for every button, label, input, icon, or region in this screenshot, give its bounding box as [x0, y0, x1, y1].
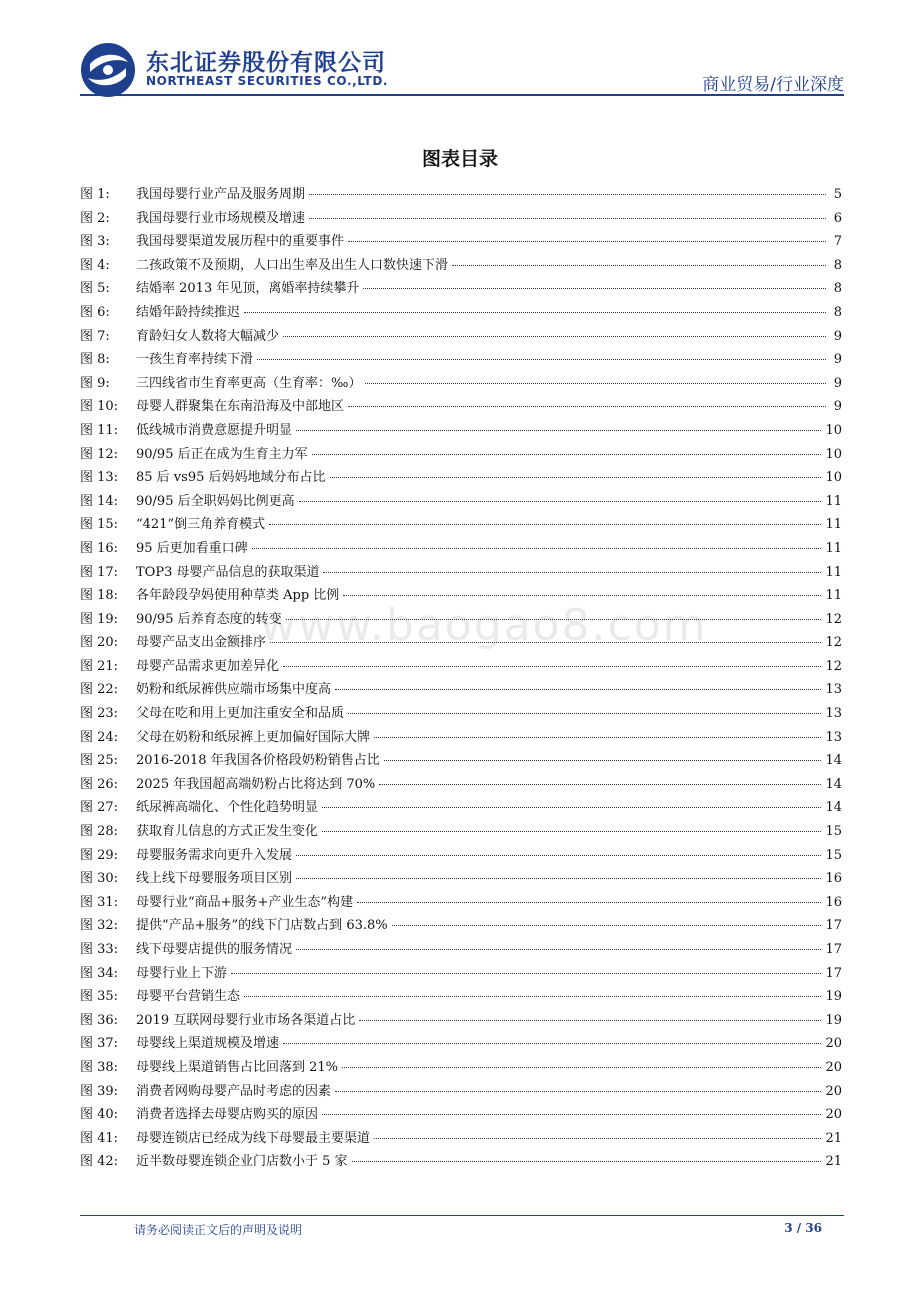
toc-entry-leader: [342, 1067, 821, 1068]
toc-entry-page: 7: [833, 234, 842, 250]
toc-entry-label: 图 10:: [80, 399, 119, 415]
toc-entry-leader: [283, 1043, 821, 1044]
toc-entry-label: 图 42:: [80, 1154, 119, 1170]
toc-entry-page: 13: [825, 682, 842, 698]
toc-entry-page: 19: [825, 1012, 842, 1028]
toc-entry[interactable]: [80, 230, 842, 254]
toc-entry-label: 图 37:: [80, 1036, 119, 1052]
toc-entry-leader: [322, 1114, 821, 1115]
toc-entry-page: 14: [825, 753, 842, 769]
toc-entry-title: 2025 年我国超高端奶粉占比将达到 70%: [136, 776, 376, 792]
company-name-cn: 东北证券股份有限公司: [146, 50, 386, 76]
toc-entry-title: 父母在奶粉和纸尿裤上更加偏好国际大牌: [136, 729, 371, 745]
toc-entry-page: 8: [833, 257, 842, 273]
header-divider: [80, 94, 844, 96]
toc-entry-leader: [392, 925, 822, 926]
toc-entry-leader: [309, 194, 826, 195]
toc-entry-label: 图 1:: [80, 187, 110, 202]
page-header: [0, 0, 920, 100]
toc-entry-page: 12: [825, 658, 842, 674]
toc-entry-label: 图 11:: [80, 422, 119, 438]
toc-entry[interactable]: [80, 277, 842, 301]
toc-entry-page: 20: [825, 1059, 842, 1075]
toc-entry-title: 消费者选择去母婴店购买的原因: [136, 1107, 319, 1123]
toc-entry-label: 图 29:: [80, 847, 119, 863]
toc-entry-title: 母婴线上渠道规模及增速: [136, 1036, 280, 1052]
toc-entry-title: 2019 互联网母婴行业市场各渠道占比: [136, 1012, 356, 1028]
toc-entry[interactable]: [80, 1150, 842, 1174]
toc-entry-label: 图 25:: [80, 753, 119, 769]
toc-entry-leader: [244, 996, 821, 997]
toc-entry[interactable]: [80, 537, 842, 561]
toc-entry-title: 育龄妇女人数将大幅减少: [136, 328, 280, 344]
toc-entry-title: 母婴产品需求更加差异化: [136, 658, 280, 674]
toc-entry-label: 图 32:: [80, 918, 119, 934]
toc-entry-leader: [299, 501, 822, 502]
toc-entry-label: 图 33:: [80, 942, 119, 957]
toc-entry-label: 图 13:: [80, 470, 119, 486]
toc-entry-leader: [283, 336, 826, 337]
toc-entry-leader: [452, 265, 826, 266]
toc-entry-page: 17: [825, 965, 842, 981]
toc-entry-label: 图 16:: [80, 540, 119, 556]
toc-entry-page: 16: [825, 894, 842, 910]
toc-entry-leader: [335, 1091, 821, 1092]
toc-entry[interactable]: [80, 1103, 842, 1127]
toc-entry-label: 图 7:: [80, 328, 110, 344]
toc-entry-page: 9: [833, 399, 842, 415]
toc-entry-title: 95 后更加看重口碑: [136, 540, 248, 556]
toc-entry-leader: [244, 312, 826, 313]
toc-entry-leader: [330, 477, 822, 478]
toc-entry[interactable]: [80, 561, 842, 585]
toc-entry-label: 图 22:: [80, 682, 119, 698]
toc-entry-leader: [296, 949, 821, 950]
toc-entry-title: 近半数母婴连锁企业门店数小于 5 家: [136, 1154, 348, 1170]
toc-entry-leader: [257, 359, 826, 360]
toc-entry-page: 13: [825, 729, 842, 745]
toc-entry[interactable]: [80, 348, 842, 372]
toc-entry[interactable]: [80, 1127, 842, 1151]
toc-entry-label: 图 40:: [80, 1107, 119, 1123]
toc-entry-label: 图 38:: [80, 1059, 119, 1075]
toc-entry-label: 图 35:: [80, 989, 119, 1005]
toc-entry-title: 父母在吃和用上更加注重安全和品质: [136, 706, 345, 722]
toc-entry-page: 10: [825, 446, 842, 462]
toc-entry[interactable]: [80, 844, 842, 868]
toc-entry-title: 母婴行业“商品+服务+产业生态”构建: [136, 894, 354, 910]
toc-entry-leader: [335, 689, 821, 690]
page-title: 图表目录: [421, 148, 498, 170]
toc-entry-title: 母婴线上渠道销售占比回落到 21%: [136, 1059, 339, 1075]
toc-entry-page: 15: [825, 847, 842, 863]
toc-entry-label: 图 14:: [80, 493, 119, 509]
toc-entry-label: 图 41:: [80, 1130, 119, 1146]
toc-entry[interactable]: [80, 1009, 842, 1033]
toc-entry-title: 纸尿裤高端化、个性化趋势明显: [136, 800, 319, 816]
toc-entry-title: 提供“产品+服务”的线下门店数占到 63.8%: [136, 918, 388, 934]
toc-entry-leader: [374, 1138, 821, 1139]
toc-entry-page: 5: [833, 187, 842, 202]
footer-disclaimer: 请务必阅读正文后的声明及说明: [134, 1223, 303, 1237]
toc-entry-leader: [352, 1161, 822, 1162]
toc-entry-page: 13: [825, 706, 842, 722]
toc-entry-title: 一孩生育率持续下滑: [136, 352, 254, 368]
toc-entry-label: 图 24:: [80, 729, 119, 745]
toc-entry[interactable]: [80, 301, 842, 325]
toc-entry-leader: [374, 737, 821, 738]
toc-entry-page: 11: [825, 588, 842, 604]
toc-entry[interactable]: [80, 443, 842, 467]
toc-entry-title: 奶粉和纸尿裤供应端市场集中度高: [136, 682, 332, 698]
toc-entry-leader: [231, 973, 821, 974]
toc-entry-page: 11: [825, 493, 842, 509]
toc-entry-leader: [348, 406, 826, 407]
toc-entry-page: 11: [825, 517, 842, 533]
toc-entry[interactable]: [80, 985, 842, 1009]
toc-entry[interactable]: [80, 891, 842, 915]
toc-entry-leader: [270, 642, 821, 643]
toc-entry-label: 图 27:: [80, 800, 119, 816]
toc-entry-page: 15: [825, 824, 842, 840]
toc-entry[interactable]: [80, 254, 842, 278]
toc-entry-page: 11: [825, 540, 842, 556]
toc-entry-leader: [296, 430, 821, 431]
toc-entry[interactable]: [80, 466, 842, 490]
toc-entry-label: 图 19:: [80, 611, 119, 627]
toc-entry-page: 14: [825, 800, 842, 816]
toc-entry-leader: [283, 666, 821, 667]
toc-entry-label: 图 3:: [80, 234, 110, 250]
toc-entry-title: 90/95 后正在成为生育主力军: [136, 446, 308, 462]
toc-entry[interactable]: [80, 655, 842, 679]
toc-entry-page: 9: [833, 328, 842, 344]
toc-entry-title: 母婴产品支出金额排序: [136, 635, 267, 651]
toc-entry-title: 母婴行业上下游: [136, 965, 228, 981]
toc-entry-leader: [359, 1020, 821, 1021]
toc-entry-label: 图 4:: [80, 257, 110, 273]
toc-entry-page: 21: [825, 1154, 842, 1170]
toc-entry-page: 8: [833, 304, 842, 320]
toc-entry-label: 图 30:: [80, 871, 119, 887]
toc-entry-leader: [296, 855, 821, 856]
toc-entry-leader: [365, 383, 826, 384]
toc-entry[interactable]: [80, 584, 842, 608]
toc-entry-label: 图 12:: [80, 446, 119, 462]
northeast-securities-logo-icon: [80, 42, 136, 98]
toc-entry-title: 90/95 后养育态度的转变: [136, 611, 282, 627]
toc-entry-title: 结婚年龄持续推迟: [136, 304, 241, 320]
toc-entry[interactable]: [80, 608, 842, 632]
toc-entry-title: 三四线省市生育率更高（生育率：‰）: [136, 375, 362, 391]
toc-entry[interactable]: [80, 1080, 842, 1104]
toc-entry-title: 低线城市消费意愿提升明显: [136, 422, 293, 438]
watermark: www.baogao8.com: [260, 600, 708, 651]
page-number: 3 / 36: [784, 1221, 822, 1235]
toc-entry-leader: [384, 760, 822, 761]
toc-entry-page: 20: [825, 1036, 842, 1052]
toc-entry-label: 图 15:: [80, 517, 119, 533]
toc-entry[interactable]: [80, 207, 842, 231]
toc-entry-label: 图 39:: [80, 1083, 119, 1099]
toc-entry-title: TOP3 母婴产品信息的获取渠道: [136, 564, 320, 580]
toc-entry-title: 85 后 vs95 后妈妈地域分布占比: [136, 470, 326, 486]
toc-entry-leader: [363, 288, 826, 289]
toc-entry-title: 90/95 后全职妈妈比例更高: [136, 493, 295, 509]
toc-entry[interactable]: [80, 419, 842, 443]
toc-entry-title: 我国母婴行业产品及服务周期: [136, 187, 306, 202]
toc-entry[interactable]: [80, 726, 842, 750]
toc-entry-title: 我国母婴行业市场规模及增速: [136, 210, 306, 226]
toc-entry[interactable]: [80, 702, 842, 726]
toc-entry-page: 6: [833, 210, 842, 226]
toc-entry-page: 12: [825, 611, 842, 627]
toc-entry-leader: [343, 595, 821, 596]
toc-entry[interactable]: [80, 372, 842, 396]
toc-entry[interactable]: [80, 749, 842, 773]
toc-entry-leader: [348, 241, 826, 242]
toc-entry-leader: [269, 524, 821, 525]
toc-entry-title: 母婴人群聚集在东南沿海及中部地区: [136, 399, 345, 415]
toc-entry-page: 17: [825, 918, 842, 934]
toc-entry-leader: [252, 548, 822, 549]
toc-entry-label: 图 5:: [80, 281, 110, 297]
toc-entry-page: 14: [825, 776, 842, 792]
toc-entry-page: 8: [833, 281, 842, 297]
footer-divider: [80, 1215, 844, 1216]
toc-entry-label: 图 18:: [80, 588, 119, 604]
toc-entry-label: 图 28:: [80, 824, 119, 840]
toc-entry-leader: [379, 784, 821, 785]
toc-entry-leader: [322, 831, 821, 832]
toc-entry[interactable]: [80, 183, 842, 207]
toc-entry-leader: [322, 807, 821, 808]
toc-entry-leader: [312, 454, 822, 455]
figure-table-of-contents: [80, 183, 842, 1174]
toc-entry-label: 图 6:: [80, 304, 110, 320]
toc-entry[interactable]: [80, 796, 842, 820]
toc-entry[interactable]: [80, 631, 842, 655]
toc-entry-label: 图 21:: [80, 658, 119, 674]
toc-entry-leader: [286, 619, 822, 620]
toc-entry-page: 9: [833, 375, 842, 391]
toc-entry[interactable]: [80, 1032, 842, 1056]
toc-entry-page: 11: [825, 564, 842, 580]
toc-entry-label: 图 36:: [80, 1012, 119, 1028]
toc-entry-title: 线上线下母婴服务项目区别: [136, 871, 293, 887]
toc-entry-page: 16: [825, 871, 842, 887]
toc-entry-title: 结婚率 2013 年见顶，离婚率持续攀升: [136, 281, 360, 297]
toc-entry-page: 20: [825, 1107, 842, 1123]
toc-entry-title: 二孩政策不及预期，人口出生率及出生人口数快速下滑: [136, 257, 449, 273]
toc-entry[interactable]: [80, 513, 842, 537]
toc-entry-label: 图 34:: [80, 965, 119, 981]
toc-entry[interactable]: [80, 914, 842, 938]
toc-entry-label: 图 17:: [80, 564, 119, 580]
toc-entry[interactable]: [80, 678, 842, 702]
toc-entry-label: 图 31:: [80, 894, 119, 910]
company-name-en: NORTHEAST SECURITIES CO.,LTD.: [146, 74, 389, 88]
toc-entry-title: 2016-2018 年我国各价格段奶粉销售占比: [136, 753, 380, 769]
toc-entry-label: 图 8:: [80, 352, 110, 368]
toc-entry-title: “421”倒三角养育模式: [136, 517, 266, 533]
toc-entry-leader: [348, 713, 821, 714]
toc-entry-page: 12: [825, 635, 842, 651]
toc-entry-page: 10: [825, 470, 842, 486]
toc-entry-title: 各年龄段孕妈使用种草类 App 比例: [136, 588, 340, 604]
toc-entry-title: 母婴平台营销生态: [136, 989, 241, 1005]
toc-entry-title: 母婴连锁店已经成为线下母婴最主要渠道: [136, 1130, 371, 1146]
toc-entry-page: 10: [825, 422, 842, 438]
toc-entry-title: 线下母婴店提供的服务情况: [136, 942, 293, 957]
toc-entry-page: 20: [825, 1083, 842, 1099]
toc-entry-title: 获取育儿信息的方式正发生变化: [136, 824, 319, 840]
toc-entry-title: 消费者网购母婴产品时考虑的因素: [136, 1083, 332, 1099]
toc-entry[interactable]: [80, 325, 842, 349]
toc-entry-label: 图 23:: [80, 706, 119, 722]
toc-entry-title: 我国母婴渠道发展历程中的重要事件: [136, 234, 345, 250]
toc-entry-label: 图 2:: [80, 210, 110, 226]
toc-entry-leader: [357, 902, 821, 903]
toc-entry[interactable]: [80, 395, 842, 419]
toc-entry[interactable]: [80, 773, 842, 797]
toc-entry[interactable]: [80, 962, 842, 986]
toc-entry-label: 图 20:: [80, 635, 119, 651]
toc-entry-leader: [309, 218, 826, 219]
toc-entry-label: 图 26:: [80, 776, 119, 792]
toc-entry-page: 21: [825, 1130, 842, 1146]
report-category: 商业贸易/行业深度: [702, 75, 844, 95]
toc-entry[interactable]: [80, 1056, 842, 1080]
toc-entry[interactable]: [80, 867, 842, 891]
toc-entry-leader: [323, 572, 821, 573]
toc-entry-page: 9: [833, 352, 842, 368]
toc-entry-page: 19: [825, 989, 842, 1005]
toc-entry[interactable]: [80, 820, 842, 844]
toc-entry-title: 母婴服务需求向更升入发展: [136, 847, 293, 863]
toc-entry[interactable]: [80, 938, 842, 962]
toc-entry-page: 17: [825, 942, 842, 957]
toc-entry[interactable]: [80, 490, 842, 514]
toc-entry-label: 图 9:: [80, 375, 110, 391]
toc-entry-leader: [296, 878, 821, 879]
